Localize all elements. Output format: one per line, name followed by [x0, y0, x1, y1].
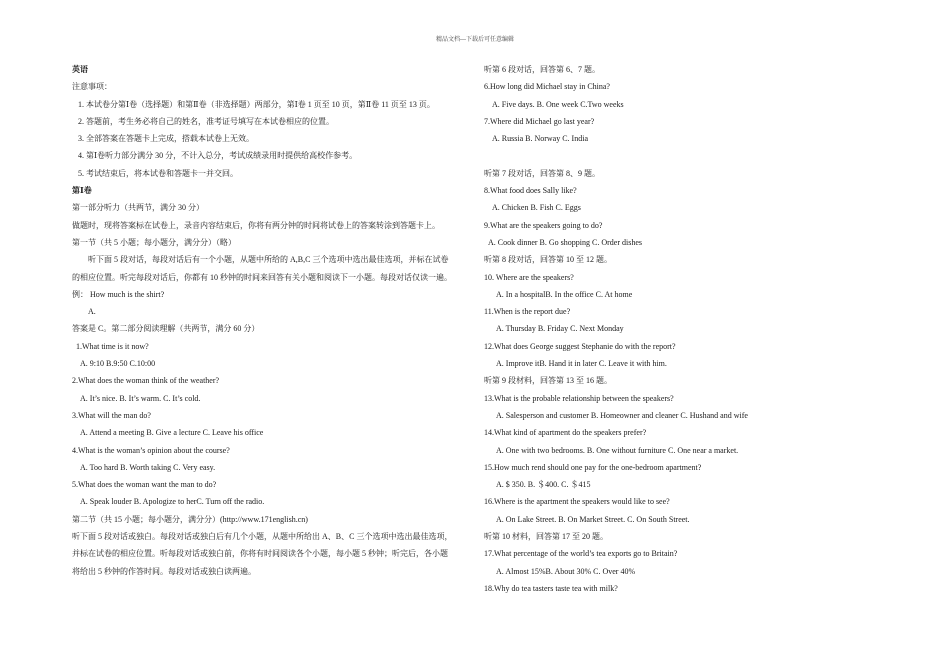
text-line: 将给出 5 秒钟的作答时间。每段对话或独白读两遍。: [72, 566, 256, 576]
text-line: 做题时，现将答案标在试卷上，录音内容结束后，你将有两分钟的时间将试卷上的答案转涂到答题卡上。: [72, 220, 440, 230]
text-line: 11.When is the report due?: [484, 307, 571, 317]
text-line: 的相应位置。听完每段对话后，你都有 10 秒钟的时间来回答有关小题和阅读下一小题。每段对话仅读一遍。: [72, 272, 452, 282]
text-line: 16.Where is the apartment the speakers would like to see?: [484, 497, 670, 507]
text-line: A. Thursday B. Friday C. Next Monday: [496, 324, 624, 334]
text-line: 第Ⅰ卷: [72, 186, 92, 196]
text-line: A. $ 350. B. ＄400. C. ＄415: [496, 480, 591, 490]
text-line: A. Almost 15%B. About 30% C. Over 40%: [496, 566, 636, 576]
text-line: 2.What does the woman think of the weather?: [72, 376, 220, 386]
page-header: 精品文档---下载后可任意编辑: [436, 37, 514, 43]
text-line: 第一节（共 5 小题；每小题分，满分分）（略）: [72, 237, 236, 247]
text-line: A. One with two bedrooms. B. One without furniture C. One near a market.: [496, 445, 739, 455]
text-line: 听第 10 材料，回答第 17 至 20 题。: [484, 532, 608, 542]
text-line: 听下面 5 段对话，每段对话后有一个小题，从题中所给的 A,B,C 三个选项中选出最佳选项，并标在试卷: [88, 255, 449, 265]
text-line: 13.What is the probable relationship between the speakers?: [484, 393, 674, 403]
text-line: A. Salesperson and customer B. Homeowner and cleaner C. Hushand and wife: [496, 410, 748, 420]
text-line: 4. 第Ⅰ卷听力部分满分 30 分，不计入总分，考试成绩录用时提供给高校作参考。: [78, 151, 358, 161]
right-column: [484, 61, 904, 597]
text-line: A. 9:10 B.9:50 C.10:00: [80, 359, 156, 369]
text-line: 1. 本试卷分第Ⅰ卷（选择题）和第Ⅱ卷（非选择题）两部分，第Ⅰ卷 1 页至 10 页，第Ⅱ卷 11 页至 13 页。: [78, 99, 435, 109]
text-line: 答案是 C。第二部分阅读理解（共两节，满分 60 分）: [72, 324, 260, 334]
text-line: 8.What food does Sally like?: [484, 186, 577, 196]
text-line: 18.Why do tea tasters taste tea with milk?: [484, 583, 618, 593]
text-line: 15.How much rend should one pay for the one-bedroom apartment?: [484, 462, 702, 472]
blank-line: [484, 147, 904, 164]
text-line: 5.What does the woman want the man to do?: [72, 480, 217, 490]
text-line: A. In a hospitalB. In the office C. At home: [496, 289, 633, 299]
text-line: 听第 7 段对话，回答第 8、9 题。: [484, 168, 600, 178]
text-line: 1.What time is it now?: [76, 341, 149, 351]
text-line: 14.What kind of apartment do the speakers prefer?: [484, 428, 647, 438]
text-line: 10. Where are the speakers?: [484, 272, 574, 282]
text-line: A. It’s nice. B. It’s warm. C. It’s cold.: [80, 393, 201, 403]
text-line: A. Chicken B. Fish C. Eggs: [492, 203, 581, 213]
text-line: 英语: [72, 65, 88, 74]
text-line: 例： How much is the shirt?: [72, 289, 165, 299]
text-line: 6.How long did Michael stay in China?: [484, 82, 610, 92]
text-line: 7.Where did Michael go last year?: [484, 116, 595, 126]
text-line: A. Russia B. Norway C. India: [492, 134, 588, 144]
left-column: [72, 61, 472, 580]
text-line: 3.What will the man do?: [72, 410, 151, 420]
text-line: A.: [88, 307, 96, 317]
text-line: 并标在试卷的相应位置。听每段对话或独白前，你将有时间阅读各个小题，每小题 5 秒钟；听完后，各小题: [72, 549, 448, 559]
text-line: A. Too hard B. Worth taking C. Very easy.: [80, 462, 216, 472]
text-line: A. Five days. B. One week C.Two weeks: [492, 99, 624, 109]
text-line: 5. 考试结束后，将本试卷和答题卡一并交回。: [78, 168, 238, 178]
text-line: 17.What percentage of the world’s tea exports go to Britain?: [484, 549, 678, 559]
text-line: 注意事项：: [72, 82, 112, 92]
text-line: 12.What does George suggest Stephanie do with the report?: [484, 341, 676, 351]
text-line: A. On Lake Street. B. On Market Street. C. On South Street.: [496, 514, 690, 524]
text-line: 听第 8 段对话，回答第 10 至 12 题。: [484, 255, 612, 265]
text-line: A. Attend a meeting B. Give a lecture C. Leave his office: [80, 428, 264, 438]
text-line: 4.What is the woman’s opinion about the course?: [72, 445, 230, 455]
text-line: 第二节（共 15 小题；每小题分，满分分）(http://www.171english.cn): [72, 514, 308, 524]
text-line: A. Speak louder B. Apologize to herC. Turn off the radio.: [80, 497, 265, 507]
text-line: 听第 9 段材料，回答第 13 至 16 题。: [484, 376, 612, 386]
text-line: 3. 全部答案在答题卡上完成，搭载本试卷上无效。: [78, 134, 254, 144]
text-line: A. Cook dinner B. Go shopping C. Order dishes: [488, 237, 642, 247]
text-line: 听下面 5 段对话或独白。每段对话或独白后有几个小题，从题中所给出 A、B、C 三个选项中选出最佳选项，: [72, 532, 453, 542]
text-line: 第一部分听力（共两节，满分 30 分）: [72, 203, 204, 213]
text-line: 听第 6 段对话，回答第 6、7 题。: [484, 65, 600, 74]
text-line: A. Improve itB. Hand it in later C. Leave it with him.: [496, 359, 667, 369]
text-line: 2. 答题前，考生务必将自己的姓名，准考证号填写在本试卷相应的位置。: [78, 116, 334, 126]
text-line: 9.What are the speakers going to do?: [484, 220, 603, 230]
